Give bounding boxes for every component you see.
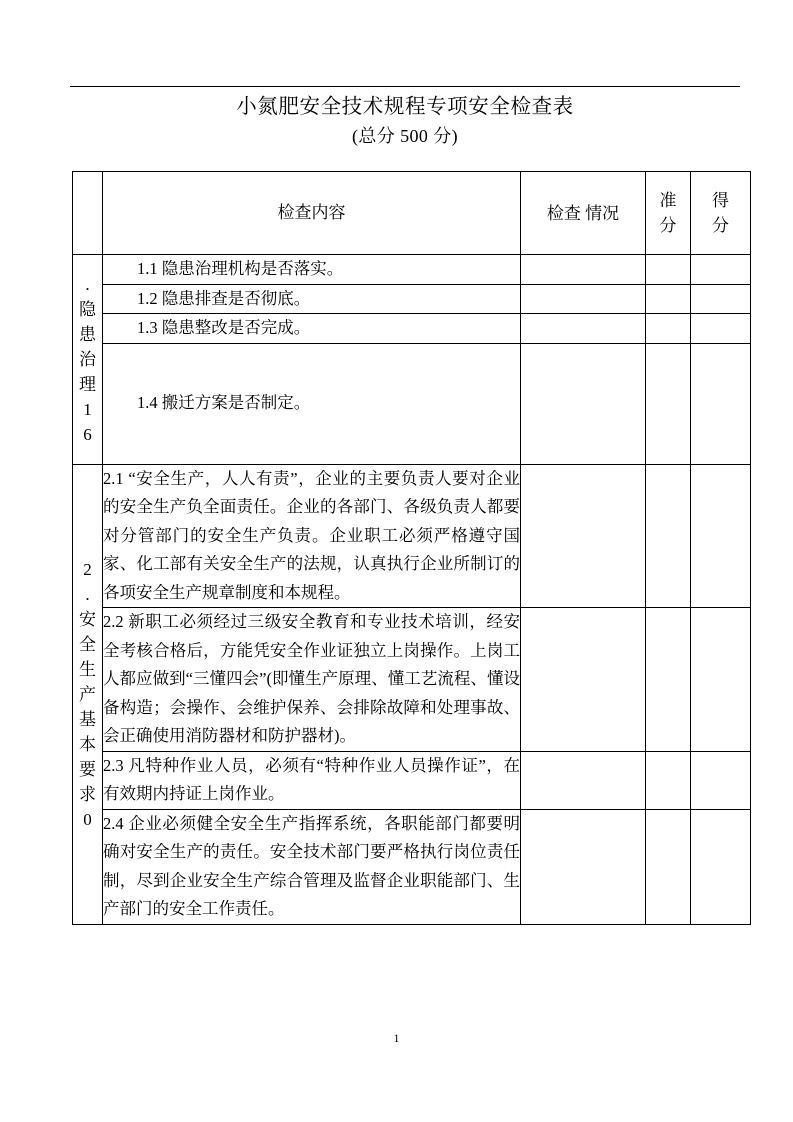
page-title: 小氮肥安全技术规程专项安全检查表 <box>236 96 574 118</box>
section-1-char-4: 理 <box>79 374 96 394</box>
checklist-table <box>72 171 751 925</box>
header-actual-score <box>691 172 751 255</box>
header-standard-score-ch2: 分 <box>659 216 677 235</box>
standard-score-cell-2-4[interactable] <box>646 809 691 924</box>
actual-score-cell-1-2[interactable] <box>691 284 751 314</box>
standard-score-cell-1-2[interactable] <box>646 284 691 314</box>
table-row <box>73 255 751 285</box>
actual-score-cell-1-4[interactable] <box>691 343 751 464</box>
actual-score-cell-1-3[interactable] <box>691 314 751 344</box>
check-item-1-2-text: 1.2 隐患排查是否彻底。 <box>137 288 311 308</box>
check-item-2-1-text: 2.1 “安全生产，人人有责”，企业的主要负责人要对企业的安全生产负全面责任。企业的各部门、各级负责人都要对分管部门的安全生产负责。企业职工必须严格遵守国家、化工部有关安全生产的法规，认真执行企业所制订的各项安全生产规章制度和本规程。 <box>103 468 520 602</box>
actual-score-cell-2-4[interactable] <box>691 809 751 924</box>
page-number: 1 <box>393 1033 400 1045</box>
check-item-1-2 <box>103 284 521 314</box>
section-2-char-8: 要 <box>79 759 96 779</box>
actual-score-cell-2-1[interactable] <box>691 464 751 608</box>
table-row <box>73 464 751 608</box>
check-item-2-3 <box>103 751 521 809</box>
section-2-char-7: 本 <box>79 734 96 754</box>
section-label-2-stack <box>73 557 102 832</box>
status-cell-1-4[interactable] <box>521 343 646 464</box>
status-cell-2-2[interactable] <box>521 608 646 752</box>
table-row <box>73 608 751 752</box>
standard-score-cell-1-1[interactable] <box>646 255 691 285</box>
actual-score-cell-2-2[interactable] <box>691 608 751 752</box>
standard-score-cell-1-4[interactable] <box>646 343 691 464</box>
check-item-2-3-text: 2.3 凡特种作业人员，必须有“特种作业人员操作证”，在有效期内持证上岗作业。 <box>103 755 520 803</box>
table-row <box>73 314 751 344</box>
header-status-line2: 情况 <box>585 203 620 223</box>
section-label-1 <box>73 255 103 465</box>
actual-score-cell-1-1[interactable] <box>691 255 751 285</box>
section-2-char-3: 全 <box>79 634 96 654</box>
table-header-row <box>73 172 751 255</box>
check-item-2-2-text: 2.2 新职工必须经过三级安全教育和专业技术培训，经安全考核合格后，方能凭安全作业证独立上岗操作。上岗工人都应做到“三懂四会”(即懂生产原理、懂工艺流程、懂设备构造；会操作、会维护保养、会排除故障和处理事故、会正确使用消防器材和防护器材)。 <box>103 612 520 745</box>
standard-score-cell-2-2[interactable] <box>646 608 691 752</box>
header-status <box>521 172 646 255</box>
status-cell-2-4[interactable] <box>521 809 646 924</box>
check-item-1-1-text: 1.1 隐患治理机构是否落实。 <box>137 259 344 278</box>
status-cell-1-2[interactable] <box>521 284 646 314</box>
status-cell-1-1[interactable] <box>521 255 646 285</box>
check-item-2-1 <box>103 464 521 608</box>
check-item-2-4 <box>103 809 521 924</box>
table-row <box>73 343 751 464</box>
section-label-2 <box>73 464 103 924</box>
check-item-1-3-text: 1.3 隐患整改是否完成。 <box>137 318 311 337</box>
table-row <box>73 751 751 809</box>
section-1-char-2: 患 <box>79 324 96 344</box>
section-1-char-3: 治 <box>79 349 96 369</box>
section-2-char-5: 产 <box>79 684 96 704</box>
header-status-line1: 检查 <box>546 203 581 223</box>
header-standard-score <box>646 172 691 255</box>
section-2-char-10: 0 <box>83 809 92 829</box>
title-block <box>70 92 740 150</box>
header-standard-score-ch1: 准 <box>659 191 677 210</box>
check-item-1-4 <box>103 343 521 464</box>
section-2-char-9: 求 <box>79 784 96 804</box>
check-item-1-1 <box>103 255 521 285</box>
page-subtitle: (总分 500 分) <box>352 126 458 146</box>
header-actual-score-ch1: 得 <box>712 191 729 210</box>
standard-score-cell-2-1[interactable] <box>646 464 691 608</box>
status-cell-2-3[interactable] <box>521 751 646 809</box>
check-item-2-4-text: 2.4 企业必须健全安全生产指挥系统，各职能部门都要明确对安全生产的责任。安全技术部门要严格执行岗位责任制，尽到企业安全生产综合管理及监督企业职能部门、生产部门的安全工作责任。 <box>103 813 520 918</box>
header-category <box>73 172 103 255</box>
section-label-1-stack <box>73 272 102 447</box>
section-2-char-2: 安 <box>79 609 96 629</box>
check-item-2-2 <box>103 608 521 752</box>
table-row <box>73 284 751 314</box>
header-actual-score-ch2: 分 <box>712 216 729 235</box>
section-1-char-5: 1 <box>83 399 92 419</box>
section-1-char-0: . <box>85 274 90 294</box>
standard-score-cell-2-3[interactable] <box>646 751 691 809</box>
actual-score-cell-2-3[interactable] <box>691 751 751 809</box>
check-item-1-4-text: 1.4 搬迁方案是否制定。 <box>137 393 311 413</box>
section-1-char-1: 隐 <box>79 299 96 319</box>
status-cell-1-3[interactable] <box>521 314 646 344</box>
section-2-char-1: . <box>85 584 90 604</box>
status-cell-2-1[interactable] <box>521 464 646 608</box>
section-1-char-6: 6 <box>83 424 92 444</box>
checklist-table-wrapper <box>72 171 729 925</box>
header-rule <box>70 86 740 87</box>
header-content: 检查内容 <box>103 172 521 255</box>
table-row <box>73 809 751 924</box>
check-item-1-3 <box>103 314 521 344</box>
standard-score-cell-1-3[interactable] <box>646 314 691 344</box>
section-2-char-0: 2 <box>83 559 92 579</box>
section-2-char-4: 生 <box>79 659 96 679</box>
section-2-char-6: 基 <box>79 709 96 729</box>
